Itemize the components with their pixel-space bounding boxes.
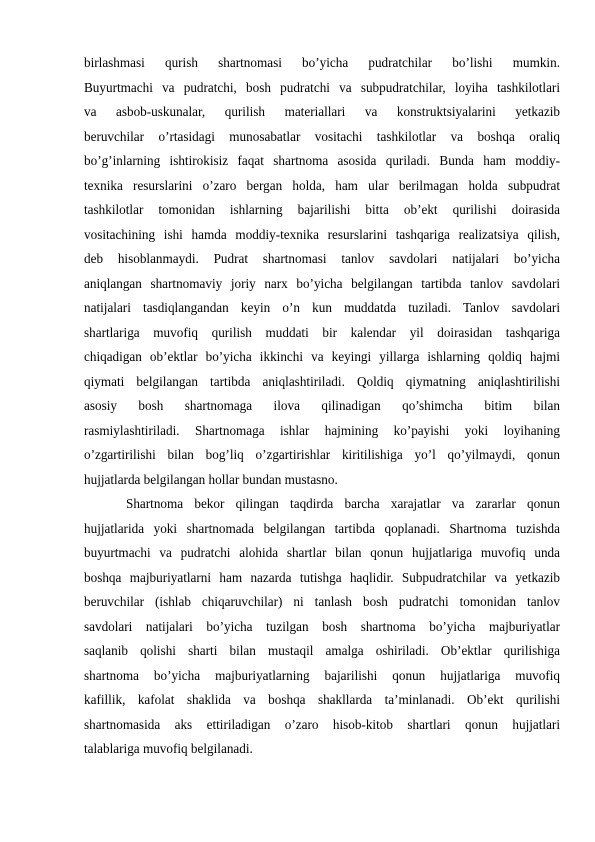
paragraph-2 <box>84 492 560 762</box>
text-line: boshqa majburiyatlarni ham nazarda tutishga haqlidir. Subpudratchilar va yetkazib <box>84 569 560 585</box>
body-text <box>84 51 560 762</box>
text-line: deb hisoblanmaydi. Pudrat shartnomasi tanlov savdolari natijalari bo’yicha <box>84 251 560 266</box>
text-line: birlashmasi qurish shartnomasi bo’yicha pudratchilar bo’lishi mumkin. <box>84 55 560 70</box>
text-line: shartlariga muvofiq qurilish muddati bir kalendar yil doirasidan tashqariga <box>84 324 560 340</box>
text-line: kafillik, kafolat shaklida va boshqa shakllarda ta’minlanadi. Ob’ekt qurilishi <box>84 692 560 707</box>
text-line: hujjatlarida yoki shartnomada belgilangan tartibda qoplanadi. Shartnoma tuzishda <box>84 520 560 536</box>
text-line: Shartnoma bekor qilingan taqdirda barcha xarajatlar va zararlar qonun <box>126 496 560 511</box>
text-line: buyurtmachi va pudratchi alohida shartlar bilan qonun hujjatlariga muvofiq unda <box>84 545 560 560</box>
text-line: tashkilotlar tomonidan ishlarning bajarilishi bitta ob’ekt qurilishi doirasida <box>84 202 560 217</box>
text-line: bo’g’inlarning ishtirokisiz faqat shartnoma asosida quriladi. Bunda ham moddiy- <box>84 153 560 168</box>
text-line: va asbob-uskunalar, qurilish materiallari va konstruktsiyalarini yetkazib <box>84 104 560 119</box>
text-line: aniqlangan shartnomaviy joriy narx bo’yicha belgilangan tartibda tanlov savdolari <box>84 275 560 291</box>
text-line: natijalari tasdiqlangandan keyin o’n kun muddatda tuziladi. Tanlov savdolari <box>84 300 560 315</box>
text-line: talablariga muvofiq belgilanadi. <box>84 741 253 756</box>
text-line: shartnomasida aks ettiriladigan o’zaro hisob-kitob shartlari qonun hujjatlari <box>84 716 560 732</box>
text-line: saqlanib qolishi sharti bilan mustaqil amalga oshiriladi. Ob’ektlar qurilishiga <box>84 643 560 658</box>
text-line: chiqadigan ob’ektlar bo’yicha ikkinchi va keyingi yillarga ishlarning qoldiq hajmi <box>84 349 560 364</box>
text-line: o’zgartirilishi bilan bog’liq o’zgartirishlar kiritilishiga yo’l qo’yilmaydi, qonun <box>84 447 560 462</box>
text-line: savdolari natijalari bo’yicha tuzilgan bosh shartnoma bo’yicha majburiyatlar <box>84 618 560 634</box>
text-line: beruvchilar (ishlab chiqaruvchilar) ni tanlash bosh pudratchi tomonidan tanlov <box>84 594 560 609</box>
text-line: vositachining ishi hamda moddiy-texnika resurslarini tashqariga realizatsiya qilish, <box>84 226 560 242</box>
text-line: qiymati belgilangan tartibda aniqlashtiriladi. Qoldiq qiymatning aniqlashtirilishi <box>84 373 560 389</box>
text-line: asosiy bosh shartnomaga ilova qilinadigan qo’shimcha bitim bilan <box>84 398 560 413</box>
paragraph-1 <box>84 51 560 492</box>
text-line: texnika resurslarini o’zaro bergan holda, ham ular berilmagan holda subpudrat <box>84 177 560 193</box>
text-line: shartnoma bo’yicha majburiyatlarning bajarilishi qonun hujjatlariga muvofiq <box>84 667 560 683</box>
text-line: beruvchilar o’rtasidagi munosabatlar vositachi tashkilotlar va boshqa oraliq <box>84 128 560 144</box>
text-line: rasmiylashtiriladi. Shartnomaga ishlar hajmining ko’payishi yoki loyihaning <box>84 422 560 438</box>
text-line: Buyurtmachi va pudratchi, bosh pudratchi va subpudratchilar, loyiha tashkilotlari <box>84 79 560 95</box>
text-line: hujjatlarda belgilangan hollar bundan mustasno. <box>84 471 338 487</box>
